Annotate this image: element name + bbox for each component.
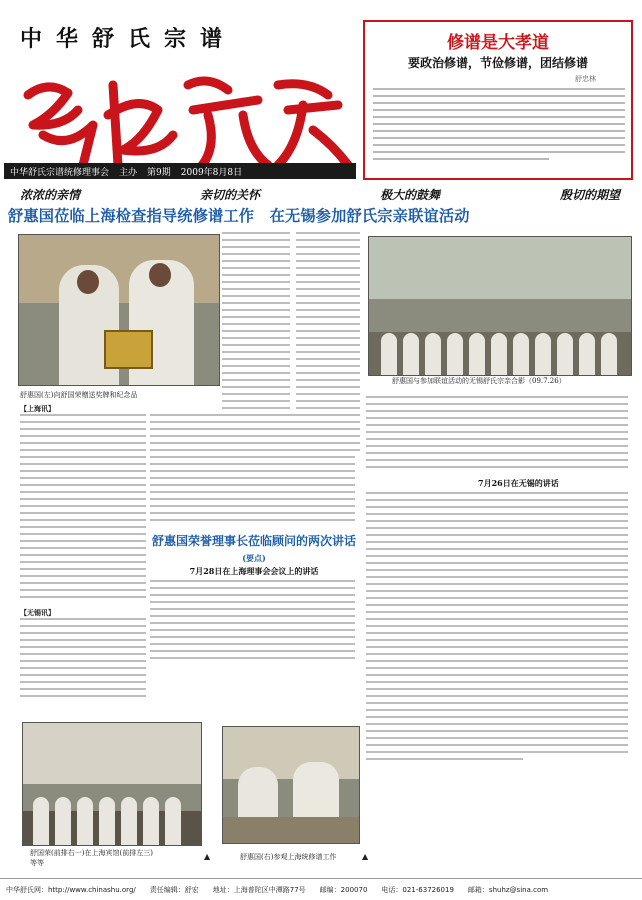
bracket-shanghai: 【上海讯】 <box>20 404 55 413</box>
slogan-3: 极大的鼓舞 <box>379 188 440 202</box>
photo-shanghai-group <box>22 722 202 846</box>
editorial-title: 修谱是大孝道 <box>447 33 549 53</box>
editorial-subtitle: 要政治修谱，节俭修谱，团结修谱 <box>407 56 588 70</box>
body-column-right <box>366 396 628 473</box>
caption-wuxi-group: 舒惠国与参加联谊活动的无锡舒氏宗亲合影（09.7.26） <box>392 377 566 385</box>
footer-address: 地址：上海普陀区中潭路77号 <box>212 885 306 894</box>
caption-award: 舒惠国(左)向舒国荣赠送奖牌和纪念品 <box>20 391 138 399</box>
body-column-right-2 <box>366 492 628 765</box>
masthead-title: 中华舒氏宗谱 <box>20 26 237 52</box>
slogan-1: 浓浓的亲情 <box>20 188 81 202</box>
page-footer <box>0 878 642 900</box>
body-column-mid-2 <box>150 580 355 664</box>
speech-date-heading: 7月28日在上海理事会会议上的讲话 <box>189 566 319 576</box>
bracket-wuxi: 【无锡讯】 <box>20 608 55 617</box>
speech-subheading: 舒惠国荣誉理事长莅临顾问的两次讲话(要点) <box>151 534 356 563</box>
editorial-author: 舒忠林 <box>575 75 596 83</box>
body-column-mid <box>150 414 355 526</box>
caption-shanghai-group-b: 等等 <box>30 859 44 867</box>
slogan-4: 殷切的期望 <box>559 188 620 202</box>
banner-issue: 第9期 <box>147 167 171 178</box>
body-column-left-2 <box>20 618 146 702</box>
calligraphy-logo <box>8 55 358 180</box>
wuxi-speech-heading: 7月26日在无锡的讲话 <box>478 478 559 488</box>
footer-email: 邮箱：shuhz@sina.com <box>467 885 549 894</box>
photo-award-handshake <box>18 234 220 386</box>
footer-phone: 电话：021-63726019 <box>381 885 454 894</box>
footer-postcode: 邮编：200070 <box>319 885 368 894</box>
banner-org: 中华舒氏宗谱统修理事会 <box>10 167 110 178</box>
triangle-marker-icon: ▲ <box>362 852 369 861</box>
issue-banner <box>4 163 356 179</box>
editorial-body <box>373 88 625 165</box>
footer-editor: 责任编辑：舒宏 <box>149 885 199 894</box>
banner-host: 主办 <box>119 167 138 178</box>
award-plaque <box>104 330 153 369</box>
editorial-box <box>363 20 633 180</box>
slogan-row <box>20 186 620 203</box>
caption-meeting: 舒惠国(右)参观上海统修谱工作 <box>240 853 337 861</box>
caption-shanghai-group-a: 舒国荣(前排右一)在上海宾馆(前排左三) <box>30 849 153 857</box>
photo-meeting <box>222 726 360 844</box>
body-column-left <box>20 414 146 603</box>
triangle-marker-icon: ▲ <box>204 852 211 861</box>
main-headline: 舒惠国莅临上海检查指导统修谱工作 在无锡参加舒氏宗亲联谊活动 <box>8 207 470 225</box>
banner-date: 2009年8月8日 <box>180 167 243 178</box>
slogan-2: 亲切的关怀 <box>199 188 260 202</box>
photo-wuxi-group <box>368 236 632 376</box>
footer-site: 中华舒氏网：http://www.chinashu.org/ <box>6 885 136 894</box>
